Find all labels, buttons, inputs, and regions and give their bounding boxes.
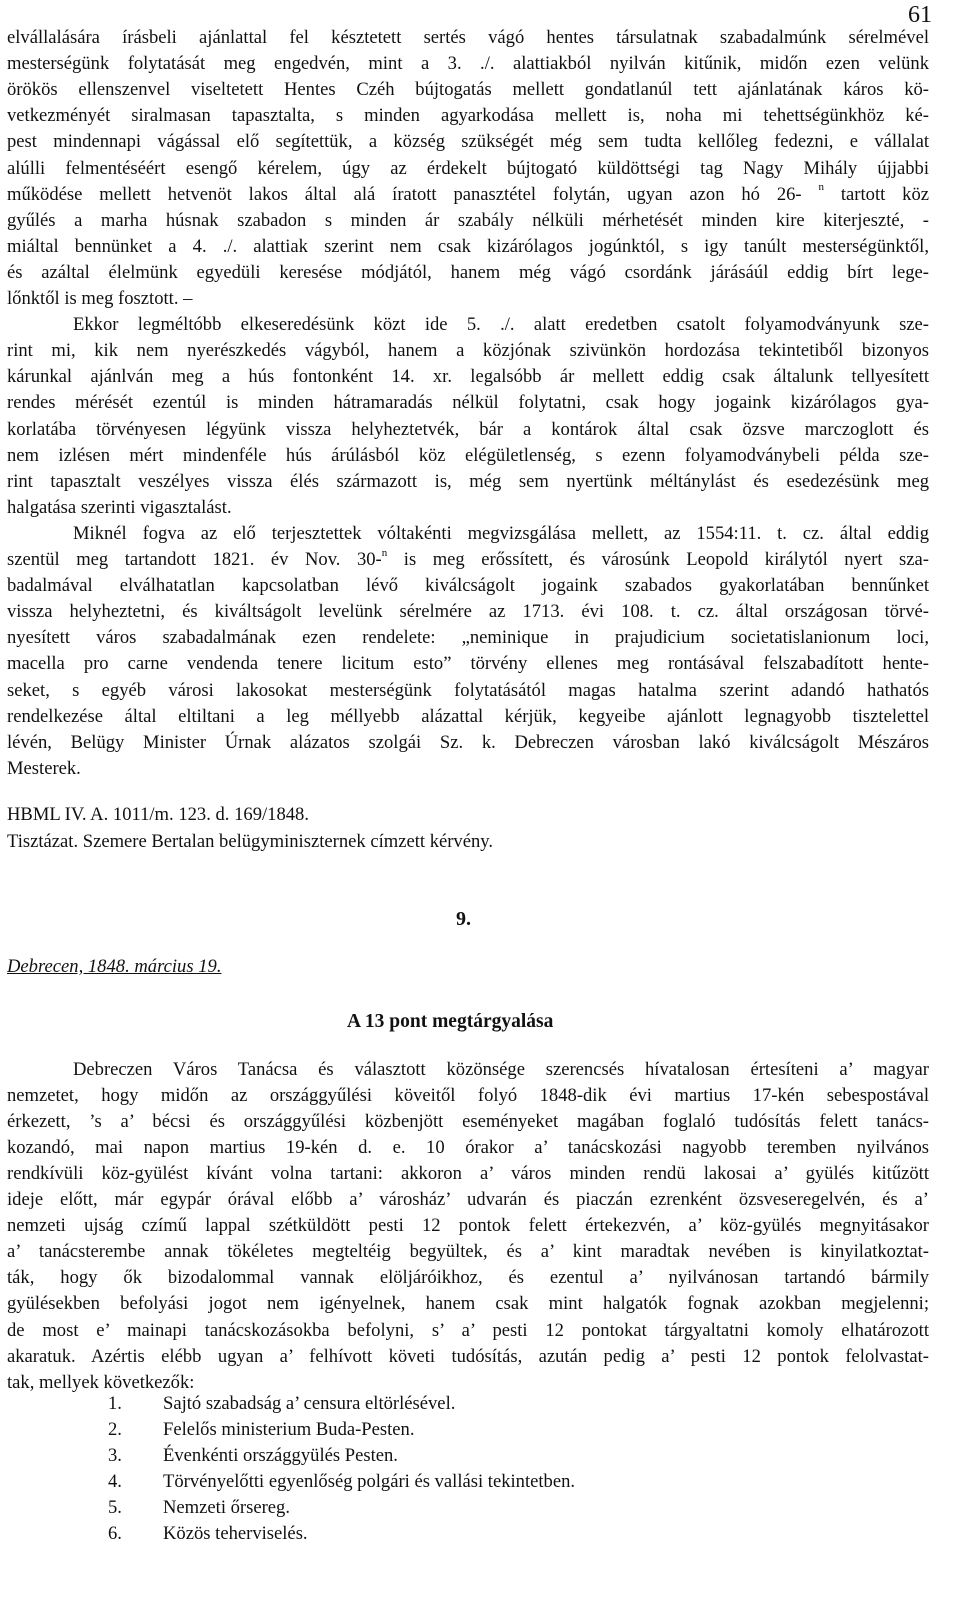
text-line: Debreczen Város Tanácsa és választott közönsége szerencsés hívatalosan értesíteni a’ magyar (73, 1059, 929, 1080)
text-line: nem izlésen mért mindenféle hús árúlásból köz elégületlenség, s ezenn folyamodványbeli példa sze- (7, 444, 929, 466)
page-number: 61 (908, 2, 932, 28)
text-line: mesterségünk folytatását meg engedvén, mint a 3. ./. alattiakból nyilván kitűnik, midőn ezen velünk (7, 53, 929, 75)
text-line: rendkívüli köz-gyülést kívánt volna tartani: akkoron a’ város minden rendü lakosai a’ gyülés kitűzött (7, 1163, 929, 1185)
text-line: Miknél fogva az elő terjesztettek vóltakénti megvizsgálása mellett, az 1554:11. t. cz. által eddig (73, 522, 929, 544)
text-line: rint mi, kik nem nyerészkedés vágyból, hanem a közjónak szivünkön hordozása tekintetiből bizonyos (7, 340, 929, 362)
point-number: 6. (108, 1523, 122, 1545)
point-number: 3. (108, 1445, 122, 1467)
text-line: ideje előtt, már egypár órával előbb a’ városház’ udvarán és piaczán ezrenként özsveseregelvén, és a’ (7, 1189, 929, 1211)
text-line: Ekkor legméltóbb elkeseredésünk közt ide 5. ./. alatt eredetben csatolt folyamodványunk sze- (73, 314, 929, 336)
text-line: rendes mérését ezentúl is minden hátramaradás nélkül folytatni, csak hogy jogaink kizárólagos gya- (7, 392, 929, 414)
text-line: miáltal bennünket a 4. ./. alattiak szerint nem csak kizárólagos jogúnktól, s igy tanúlt mesterségünktől, (7, 235, 929, 257)
text-line: nemzeti ujság czímű lappal szétküldött pesti 12 pontok felett értekezvén, a’ köz-gyülés megnyitásakor (7, 1215, 929, 1237)
text-line: tak, mellyek következők: (7, 1371, 195, 1393)
text-line: nemzetet, hogy midőn az országgyűlési köveitől folyó 1848-dik évi martius 17-kén sebespostával (7, 1085, 929, 1107)
text-line: kozandó, mai napon martius 19-kén d. e. 10 órakor a’ tanácskozási nagyobb teremben nyilvános (7, 1137, 929, 1159)
text-line: elvállalására írásbeli ajánlattal fel késztetett sertés vágó hentes társulatnak szabadalmúnk sérelmével (7, 27, 929, 48)
point-text: Közös teherviselés. (163, 1523, 308, 1545)
text-line: vetkezményét siralmasan tapasztalta, s minden agyarkodása mellett is, noha mi tehettségünkhöz ké- (7, 105, 929, 127)
text-line: ták, hogy ők bizodalommal vannak elöljáróikhoz, és ezentul a’ nyilvánosan tartandó bármily (7, 1267, 929, 1289)
text-line (7, 547, 929, 573)
document-number: 9. (456, 908, 471, 930)
text-fragment: tartott köz (824, 183, 929, 205)
point-text: Törvényelőtti egyenlőség polgári és vallási tekintetben. (163, 1471, 576, 1493)
point-text: Évenkénti országgyülés Pesten. (163, 1445, 398, 1467)
superscript: n (818, 181, 824, 194)
text-line: lőnktől is meg fosztott. – (7, 288, 193, 309)
text-line: akaratuk. Azértis elébb ugyan a’ felhívott követi tudósítás, azután pedig a’ pesti 12 pontok felolvastat- (7, 1345, 929, 1367)
point-number: 4. (108, 1471, 122, 1493)
text-line: gyűlés a marha húsnak szabadon s minden ár szabály nélküli mérhetését minden kire kiterjeszté, - (7, 209, 929, 231)
point-number: 5. (108, 1497, 122, 1519)
text-line: Mesterek. (7, 757, 81, 779)
text-fragment: működése mellett hetvenöt lakos által alá íratott panasztétel folytán, ugyan azon hó 26- (7, 183, 819, 205)
text-line: és azáltal élelmünk egyedüli keresése módjától, hanem még vágó csordánk járásáúl eddig bírt lege- (7, 261, 929, 283)
text-line: a’ tanácsterembe annak tökéletes megteltéig begyültek, és a’ kint maradtak nevében is kinyilatkoztat- (7, 1241, 929, 1263)
place-date: Debrecen, 1848. március 19. (7, 956, 222, 977)
text-line: badalmával elválhatatlan kapcsolatban lévő kiválcságolt jogaink szabados gyakorlatában bennűnket (7, 575, 929, 597)
point-number: 2. (108, 1419, 122, 1441)
text-line: halgatása szerinti vigasztalást. (7, 496, 232, 518)
text-line: érkezett, ’s a’ bécsi és országgyűlési közbenjött eseményeket magában foglaló tudósítás felett tanács- (7, 1111, 929, 1133)
text-line: macella pro carne vendenda tenere licitum esto” törvény ellenes meg rontásával felszabadított hente- (7, 653, 929, 675)
text-line: gyülésekben befolyási jogot nem igényelnek, hanem csak mint halgatók fognak azokban megjelenni; (7, 1293, 929, 1315)
superscript: n (381, 546, 388, 559)
document-title: A 13 pont megtárgyalása (347, 1011, 554, 1032)
text-line: kárunkal ajánlván meg a hús fontonként 14. xr. legalsóbb ár mellett eddig csak általunk tellyesített (7, 366, 929, 388)
text-line (7, 182, 929, 208)
text-line: rendelkezése által eltiltani a leg méllyebb alázattal kérjük, kegyeibe ajánlott legnagyobb tisztelettel (7, 705, 929, 727)
text-line: lévén, Belügy Minister Úrnak alázatos szolgái Sz. k. Debreczen városban lakó kiválcságolt Mészáros (7, 731, 929, 753)
text-line: örökös ellenszenvel viseltetett Hentes Czéh bújtogatás mellett gondatlanúl tett ajánlatának káros kö- (7, 79, 929, 101)
text-line: nyesített város szabadalmának ezen rendelete: „neminique in prajudicium societatislanionum loci, (7, 627, 929, 649)
source-line: Tisztázat. Szemere Bertalan belügyminiszternek címzett kérvény. (7, 830, 494, 852)
text-fragment: szentül meg tartandott 1821. év Nov. 30- (7, 549, 382, 570)
text-fragment: is meg erőssített, és városúnk Leopold királytól nyert sza- (387, 549, 929, 570)
point-text: Nemzeti őrsereg. (163, 1497, 290, 1519)
text-line: korlatába törvényesen légyünk vissza helyheztetvék, bár a kontárok által csak özsve marczoglott és (7, 418, 929, 440)
point-number: 1. (108, 1393, 122, 1414)
point-text: Felelős ministerium Buda-Pesten. (163, 1419, 415, 1441)
text-line: de most e’ mainapi tanácskozásokba befolyni, s’ a’ pesti 12 pontokat tárgyaltatni komoly elhatározott (7, 1319, 929, 1341)
text-line: pest mindennapi vágással elő segítettük, a község szükségét még sem tudta kellőleg fedezni, e vállalat (7, 131, 929, 153)
text-line: seket, s egyéb városi lakosokat mesterségünk folytatásától magas hatalma szerint adandó hathatós (7, 679, 929, 701)
text-line: vissza helyheztetni, és kiváltságolt levelünk sérelmére az 1713. évi 108. t. cz. által országosan törvé- (7, 601, 929, 623)
source-line: HBML IV. A. 1011/m. 123. d. 169/1848. (7, 804, 309, 825)
text-line: alúlli felmentéséért esengő kérelem, úgy az érdekelt bújtogató küldöttségi tag Nagy Mihály újjabbi (7, 157, 929, 179)
text-line: rint tapasztalt veszélyes vissza élés származott is, még sem nyertünk méltánylást és esedezésünk meg (7, 470, 929, 492)
point-text: Sajtó szabadság a’ censura eltörlésével. (163, 1393, 456, 1414)
